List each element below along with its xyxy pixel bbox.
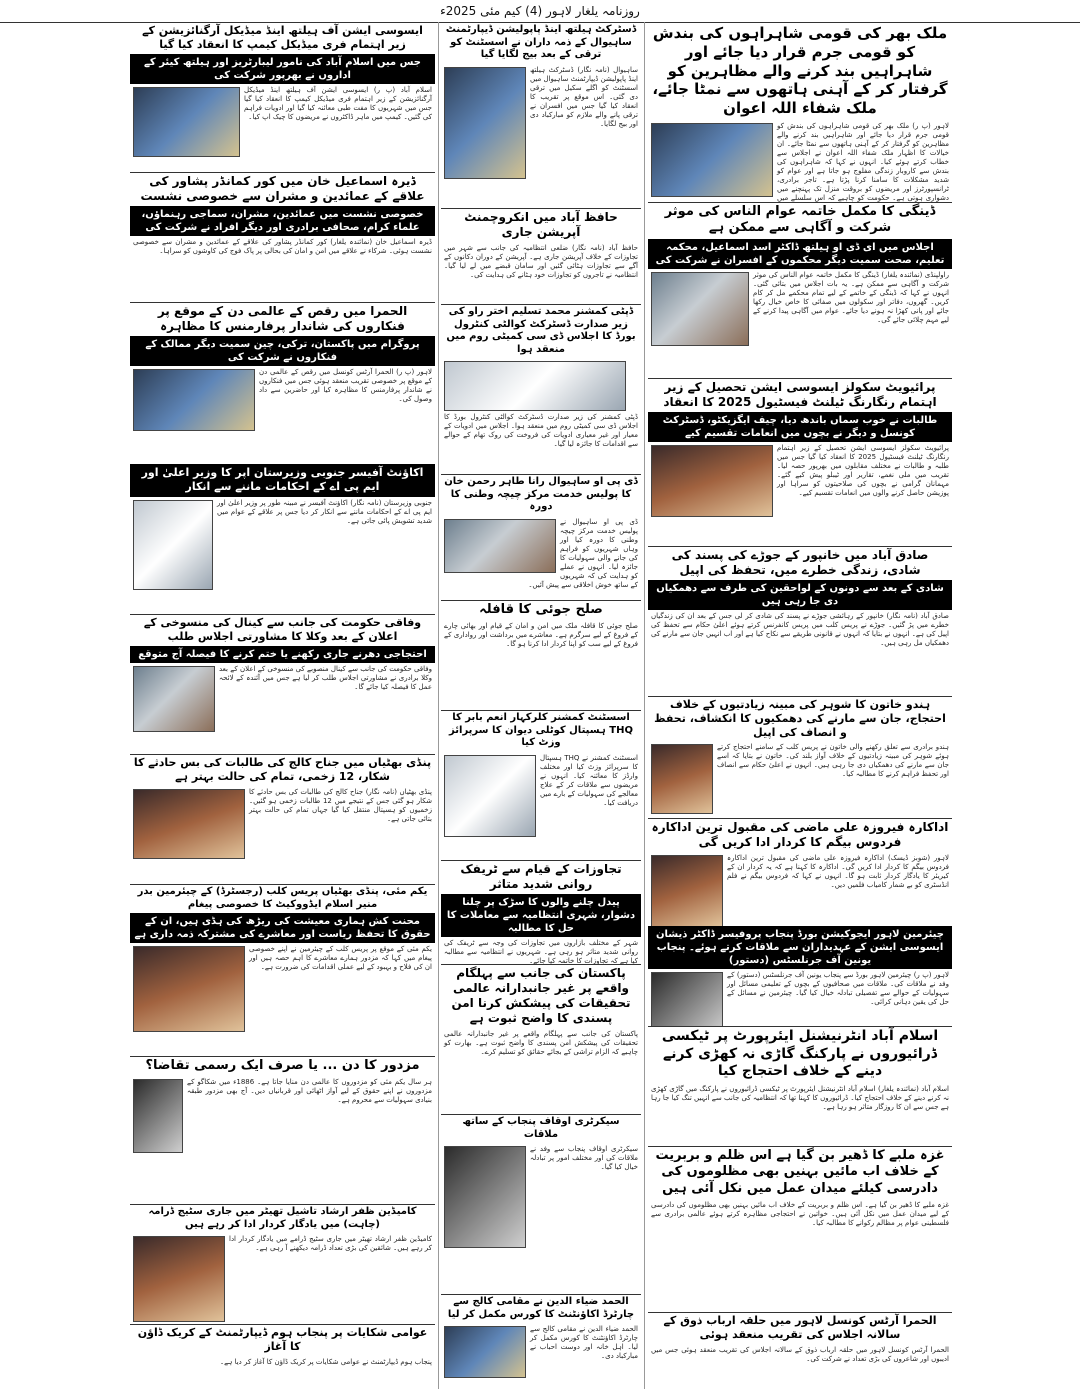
news-story xyxy=(130,464,435,615)
subheadline: پروگرام میں پاکستان، ترکی، چین سمیت دیگر ممالک کے فنکاروں نے شرکت کی xyxy=(130,336,435,366)
article-body: ڈپٹی کمشنر کی زیر صدارت ڈسٹرکٹ کوالٹی کنٹرول بورڈ کا اجلاس ڈی سی کمیٹی روم میں منعقد ہوا۔ اجلاس میں ادویات کے معیار اور غیر معیاری ادویات کی فروخت کی روک تھام کے حوالے سے اقدامات کا جائزہ لیا گیا۔ xyxy=(444,413,638,448)
article-body: یکم مئی کے موقع پر پریس کلب کے چیئرمین نے اپنے خصوصی پیغام میں کہا کہ مزدور ہمارے معاشرے کا اہم حصہ ہیں اور ان کی فلاح و بہبود کے لیے عملی اقدامات کی ضرورت ہے۔ xyxy=(249,945,432,971)
news-photo xyxy=(444,361,626,411)
news-story xyxy=(648,1312,952,1389)
article-body: اسلام آباد (پ ر) ایسوسی ایشن آف ہیلتھ اینڈ میڈیکل آرگنائزیشن کے زیر اہتمام فری میڈیکل کیمپ کا انعقاد کیا گیا جس میں شہریوں کا مفت طبی معائنہ کیا گیا اور ادویات فراہم کی گئیں۔ کیمپ میں ماہر ڈاکٹروں نے مریضوں کا چیک اپ کیا۔ xyxy=(244,85,432,121)
column-middle xyxy=(441,22,641,1389)
headline: کامیڈین ظفر ارشاد تاشیل تھیٹر میں جاری سٹیج ڈرامہ (چاہت) میں یادگار کردار ادا کر رہے ہیں xyxy=(148,1206,417,1230)
headline: صلح جوئی کا قافلہ xyxy=(479,602,603,617)
article-body: راولپنڈی (نمائندہ یلغار) ڈینگی کا مکمل خاتمہ عوام الناس کی موثر شرکت و آگاہی سے ممکن ہے۔ یہ بات اجلاس میں بتائی گئی۔ انہوں نے کہا کہ ڈینگی کے خاتمے کے لیے تمام محکمے مل کر کام کریں۔ گھروں، دفاتر اور سکولوں میں صفائی کا خاص خیال رکھا جائے اور پانی کھڑا نہ ہونے دیا جائے۔ عوام میں آگاہی پیدا کرنے کے لیے مہم چلائی جائے گی۔ xyxy=(753,270,949,324)
headline: پرائیویٹ سکولز ایسوسی ایشن تحصیل کے زیر اہتمام رنگارنگ ٹیلنٹ فیسٹیول 2025 کا انعقاد xyxy=(663,380,937,409)
news-story xyxy=(130,22,435,173)
article-body: ساہیوال (نامہ نگار) ڈسٹرکٹ ہیلتھ اینڈ پاپولیشن ڈیپارٹمنٹ ساہیوال میں اسسٹنٹ کو اگلے سکیل میں ترقی دی گئی۔ اس موقع پر تقریب کا انعقاد کیا گیا جس میں افسران نے ترقی پانے والے ملازم کو مبارکباد دی اور بیج لگایا۔ xyxy=(530,65,638,128)
article-body: پاکستان کی جانب سے پہلگام واقعے پر غیر جانبدارانہ عالمی تحقیقات کی پیشکش امن پسندی کا واضح ثبوت ہے۔ بھارت کو چاہیے کہ الزام تراشی کے بجائے حقائق کو تسلیم کرے۔ xyxy=(444,1030,638,1056)
headline: مزدور کا دن ... یا صرف ایک رسمی تقاضا؟ xyxy=(145,1058,420,1073)
headline: ڈی پی او ساہیوال رانا طاہر رحمن خان کا پولیس خدمت مرکز چیچہ وطنی کا دورہ xyxy=(444,476,638,512)
news-story xyxy=(130,172,435,303)
news-story xyxy=(441,1294,641,1389)
news-story xyxy=(648,22,952,203)
portrait-photo xyxy=(444,1146,526,1248)
article-body: لاہور (شوبز ڈیسک) اداکارہ فیروزہ علی ماضی کی مقبول ترین اداکارہ فردوس بیگم کا کردار ادا کریں گی۔ اداکارہ کا کہنا ہے کہ یہ کردار ان کے کیریئر کا یادگار کردار ثابت ہو گا۔ انہوں نے کہا کہ فردوس بیگم نے فلم انڈسٹری کو بے شمار کامیاب فلمیں دیں۔ xyxy=(727,854,949,889)
subheadline: اجلاس میں ای ڈی او ہیلتھ ڈاکٹر اسد اسماعیل، محکمہ تعلیم، صحت سمیت دیگر محکموں کے افسران نے شرکت کی xyxy=(648,239,952,269)
news-photo xyxy=(444,519,556,573)
article-body: غزہ ملبے کا ڈھیر بن گیا ہے۔ اس ظلم و بربریت کے خلاف اب مائیں بہنیں بھی مظلوموں کی دادرسی کے لیے میدان عمل میں نکل آئی ہیں۔ خواتین نے احتجاجی مظاہرہ کرتے ہوئے عالمی برادری سے فلسطینی عوام پر مظالم رکوانے کا مطالبہ کیا۔ xyxy=(651,1200,949,1227)
news-story xyxy=(441,964,641,1115)
news-story xyxy=(441,208,641,305)
headline: ڈینگی کا مکمل خاتمہ عوام الناس کی موثر شرکت و آگاہی سے ممکن ہے xyxy=(664,204,936,236)
column-divider xyxy=(438,22,439,1389)
article-body: اسسٹنٹ کمشنر نے THQ ہسپتال کا سرپرائز وزٹ کیا اور مختلف وارڈز کا معائنہ کیا۔ انہوں نے مریضوں سے ملاقات کر کے علاج معالجے کی سہولیات کے بارے میں دریافت کیا۔ xyxy=(540,753,638,807)
portrait-photo xyxy=(133,1079,183,1153)
news-story xyxy=(648,378,952,547)
subheadline: محنت کش ہماری معیشت کی ریڑھ کی ہڈی ہیں، ان کے حقوق کا تحفظ ریاست اور معاشرے کی مشترکہ ذمہ داری ہے xyxy=(130,913,435,943)
news-story xyxy=(130,884,435,1057)
article-body: سیکرٹری اوقاف پنجاب سے وفد نے ملاقات کی اور مختلف امور پر تبادلہ خیال کیا گیا۔ xyxy=(530,1145,638,1171)
news-photo xyxy=(444,755,536,837)
news-story xyxy=(130,1204,435,1325)
portrait-photo xyxy=(133,1236,225,1322)
news-photo xyxy=(651,272,749,346)
headline: حافظ آباد میں انکروچمنٹ آپریشن جاری xyxy=(464,210,618,239)
article-body: الحمد ضیاء الدین نے مقامی کالج سے چارٹرڈ اکاؤنٹنٹ کا کورس مکمل کر لیا۔ اہل خانہ اور دوست احباب نے مبارکباد دی۔ xyxy=(530,1325,638,1360)
news-photo xyxy=(133,500,213,590)
headline: ایسوسی ایشن آف ہیلتھ اینڈ میڈیکل آرگنائزیشن کے زیر اہتمام فری میڈیکل کیمپ کا انعقاد کیا گیا xyxy=(142,24,423,51)
news-photo xyxy=(133,666,215,732)
article-body: ڈی پی او ساہیوال نے پولیس خدمت مرکز چیچہ وطنی کا دورہ کیا اور وہاں شہریوں کو فراہم کی جانے والی سہولیات کا جائزہ لیا۔ انہوں نے عملے کو ہدایت کی کہ شہریوں کے ساتھ خوش اخلاقی سے پیش آئیں۔ xyxy=(528,517,638,589)
subheadline: چیئرمین لاہور ایجوکیشن بورڈ پنجاب پروفیسر ڈاکٹر ذیشان ایسوسی ایشن کے عہدیداران سے ملاقات کرتے ہوئے۔ پنجاب یونین آف جرنلسٹس (دستور) xyxy=(648,926,952,969)
headline: سیکرٹری اوقاف پنجاب کے ساتھ ملاقات xyxy=(462,1116,620,1140)
headline: اسسٹنٹ کمشنر کلرکہار انعم بابر کا THQ ہسپتال کوٹلی دیوان کا سرپرائز وزٹ کیا xyxy=(449,712,633,748)
portrait-photo xyxy=(651,855,723,927)
article-body: صلح جوئی کا قافلہ ملک میں امن و امان کے قیام اور بھائی چارے کے فروغ کے لیے سرگرم ہے۔ معاشرے میں برداشت اور رواداری کے فروغ کے لیے سب کو اپنا کردار ادا کرنا ہو گا۔ xyxy=(444,622,638,649)
article-body: شہر کے مختلف بازاروں میں تجاوزات کی وجہ سے ٹریفک کی روانی شدید متاثر ہو رہی ہے۔ شہریوں نے انتظامیہ سے مطالبہ کیا ہے کہ تجاوزات کا خاتمہ کیا جائے۔ xyxy=(444,939,638,965)
article-body: الحمرا آرٹس کونسل لاہور میں حلقہ ارباب ذوق کے سالانہ اجلاس کی تقریب منعقد ہوئی جس میں ادیبوں اور شاعروں کی بڑی تعداد نے شرکت کی۔ xyxy=(651,1345,949,1363)
subheadline: شادی کے بعد سے دونوں کے لواحقین کی طرف سے دھمکیاں دی جا رہی ہیں xyxy=(648,580,952,610)
article-body: لاہور (پ ر) چیئرمین لاہور بورڈ سے پنجاب یونین آف جرنلسٹس (دستور) کے وفد نے ملاقات کی۔ ملاقات میں صحافیوں کے بچوں کے تعلیمی مسائل اور سہولیات کے حوالے سے تفصیلی تبادلہ خیال کیا گیا۔ چیئرمین نے مسائل کے حل کی یقین دہانی کرائی۔ xyxy=(727,971,949,1006)
article-body: پرائیویٹ سکولز ایسوسی ایشن تحصیل کے زیر اہتمام رنگارنگ ٹیلنٹ فیسٹیول 2025 کا انعقاد کیا گیا جس میں طلبہ و طالبات نے مختلف مقابلوں میں بھرپور حصہ لیا۔ تقریب میں ملی نغمے، تقاریر اور ٹیبلو پیش کیے گئے۔ مہمانان گرامی نے بچوں کی صلاحیتوں کو سراہا اور پوزیشن حاصل کرنے والوں میں انعامات تقسیم کیے۔ xyxy=(777,444,950,497)
news-story xyxy=(441,1114,641,1295)
headline: ڈسٹرکٹ ہیلتھ اینڈ پاپولیشن ڈیپارٹمنٹ ساہیوال کے ذمہ داران نے اسسٹنٹ کو ترقی کے بعد بیج لگایا گیا xyxy=(445,24,637,60)
subheadline: پیدل چلنے والوں کا سڑک پر چلنا دشوار، شہری انتظامیہ سے معاملات کا حل کا مطالبہ xyxy=(441,894,641,937)
article-body: ہندو برادری سے تعلق رکھنے والی خاتون نے پریس کلب کے سامنے احتجاج کرتے ہوئے شوہر کی مبینہ زیادتیوں کے خلاف آواز بلند کی۔ خاتون نے بتایا کہ اسے جان سے مارنے کی دھمکیاں دی جا رہی ہیں۔ انہوں نے اعلیٰ حکام سے انصاف اور تحفظ فراہم کرنے کا مطالبہ کیا۔ xyxy=(717,743,949,779)
article-body: حافظ آباد (نامہ نگار) ضلعی انتظامیہ کی جانب سے شہر میں تجاوزات کے خلاف آپریشن جاری ہے۔ آپریشن کے دوران دکانوں کے آگے سے تجاوزات ہٹائی گئیں اور سامان قبضے میں لے لیا گیا۔ انتظامیہ نے تاجروں کو تجاوزات خود ہٹانے کی ہدایت کی۔ xyxy=(444,244,638,279)
article-body: ہر سال یکم مئی کو مزدوروں کا عالمی دن منایا جاتا ہے۔ 1886ء میں شکاگو کے مزدوروں نے اپنے حقوق کے لیے آواز اٹھائی اور قربانیاں دیں۔ آج بھی مزدور طبقہ بنیادی سہولیات سے محروم ہے۔ xyxy=(187,1078,432,1105)
column-divider xyxy=(644,22,645,1389)
headline: یکم مئی، پنڈی بھٹیاں پریس کلب (رجسٹرڈ) کے چیئرمین بدر منیر اسلام ایڈووکیٹ کا خصوصی پیغام xyxy=(137,886,428,910)
masthead: روزنامہ یلغار لاہور (4) کیم مئی 2025ء xyxy=(0,0,1080,23)
column-right xyxy=(648,22,952,1389)
news-photo xyxy=(133,789,245,859)
headline: الحمرا میں رقص کے عالمی دن کے موقع پر فنکاروں کی شاندار پرفارمنس کا مظاہرہ xyxy=(157,304,408,333)
news-story xyxy=(648,1146,952,1313)
subheadline: اکاؤنٹ آفیسر جنوبی وزیرستان اپر کا وزیر اعلیٰ اور ایم پی اے کے احکامات ماننے سے انکار xyxy=(130,464,435,497)
article-body: وفاقی حکومت کی جانب سے کینال منصوبے کی منسوخی کے اعلان کے بعد وکلا برادری نے مشاورتی اجلاس طلب کر لیا ہے جس میں آئندہ کے لائحہ عمل کا فیصلہ کیا جائے گا۔ xyxy=(219,664,432,691)
article-body: کامیڈین ظفر ارشاد تھیٹر میں جاری سٹیج ڈرامے میں یادگار کردار ادا کر رہے ہیں۔ شائقین کی بڑی تعداد ڈرامہ دیکھنے آ رہی ہے۔ xyxy=(229,1235,432,1252)
news-story xyxy=(648,818,952,927)
headline: غزہ ملبے کا ڈھیر بن گیا ہے اس ظلم و بربریت کے خلاف اب مائیں بہنیں بھی مظلوموں کی دادرسی کیلئے میدان عمل میں نکل آئی ہیں xyxy=(655,1148,945,1196)
headline: الحمرا آرٹس کونسل لاہور میں حلقہ ارباب ذوق کے سالانہ اجلاس کی تقریب منعقد ہوئی xyxy=(663,1314,937,1341)
headline: تجاوزات کے قیام سے ٹریفک روانی شدید متاثر xyxy=(460,862,622,891)
article-body: پنڈی بھٹیاں (نامہ نگار) جناح کالج کی طالبات کی بس حادثے کا شکار ہو گئی جس کے نتیجے میں 12 طالبات زخمی ہو گئیں۔ زخمیوں کو ہسپتال منتقل کیا گیا جہاں تمام کی حالت بہتر بتائی جاتی ہے۔ xyxy=(249,787,432,823)
article-body: پنجاب ہوم ڈیپارٹمنٹ نے عوامی شکایات پر کریک ڈاؤن کا آغاز کر دیا ہے۔ xyxy=(220,1357,432,1366)
news-story xyxy=(648,696,952,819)
subheadline: طالبات نے خوب سماں باندھ دیا، چیف ایگزیکٹو، ڈسٹرکٹ کونسل و دیگر نے بچوں میں انعامات تقسیم کیے xyxy=(648,412,952,442)
news-story xyxy=(130,1056,435,1205)
subheadline: احتجاجی دھرنے جاری رکھنے یا ختم کرنے کا فیصلہ آج متوقع xyxy=(130,646,435,663)
news-story xyxy=(441,600,641,711)
headline: اداکارہ فیروزہ علی ماضی کی مقبول ترین اداکارہ فردوس بیگم کا کردار ادا کریں گی xyxy=(651,820,949,849)
article-body: صادق آباد (نامہ نگار) خانپور کے رہائشی جوڑے نے پسند کی شادی کر لی جس کے بعد ان کی زندگیاں خطرے میں پڑ گئیں۔ جوڑے نے پریس کلب میں پریس کانفرنس کرتے ہوئے اعلیٰ حکام سے تحفظ کی اپیل کی ہے۔ انہوں نے بتایا کہ انہوں نے قانونی طریقے سے نکاح کیا ہے اور اب انہیں جان سے مارنے کی دھمکیاں مل رہی ہیں۔ xyxy=(651,612,949,647)
news-photo xyxy=(651,972,723,1027)
news-story xyxy=(648,202,952,379)
news-photo xyxy=(133,369,255,431)
news-photo xyxy=(651,445,773,517)
headline: ڈپٹی کمشنر محمد تسلیم اختر راو کی زیر صدارت ڈسٹرکٹ کوالٹی کنٹرول بورڈ کا اجلاس ڈی سی کمیٹی روم میں منعقد ہوا xyxy=(446,306,636,355)
headline: ملک بھر کی قومی شاہراہوں کی بندش کو قومی جرم قرار دیا جائے اور شاہراہیں بند کرنے والے مظاہرین کو گرفتار کر کے آہنی ہاتھوں سے نمٹا جائے، ملک شفاء اللہ اعوان xyxy=(652,24,948,117)
headline: عوامی شکایات پر پنجاب ہوم ڈیپارٹمنٹ کے کریک ڈاؤن کا آغاز xyxy=(137,1326,428,1353)
news-story xyxy=(648,1026,952,1147)
article-body: جنوبی وزیرستان (نامہ نگار) اکاؤنٹ آفیسر نے مبینہ طور پر وزیر اعلیٰ اور ایم پی اے کے احکامات ماننے سے انکار کر دیا جس پر علاقے کے عوام میں شدید تشویش پائی جاتی ہے۔ xyxy=(217,498,432,525)
headline: ڈیرہ اسماعیل خان میں کور کمانڈر پشاور کی علاقے کے عمائدین و مشران سے خصوصی نشست xyxy=(140,174,425,203)
column-left xyxy=(130,22,435,1389)
headline: اسلام آباد انٹرنیشنل ایئرپورٹ پر ٹیکسی ڈرائیوروں نے پارکنگ گاڑی نہ کھڑی کرنے دینے کے خلاف احتجاج کیا xyxy=(661,1028,939,1079)
headline: صادق آباد میں خانپور کے جوڑے کی پسند کی شادی، زندگی خطرے میں، تحفظ کی اپیل xyxy=(671,548,929,577)
headline: وفاقی حکومت کی جانب سے کینال کی منسوخی کے اعلان کے بعد وکلا کا مشاورتی اجلاس طلب xyxy=(143,616,422,643)
news-story xyxy=(648,546,952,697)
article-body: لاہور (پ ر) الحمرا آرٹس کونسل میں رقص کے عالمی دن کے موقع پر خصوصی تقریب منعقد ہوئی جس میں فنکاروں نے شاندار پرفارمنس کا مظاہرہ کیا اور حاضرین سے داد وصول کی۔ xyxy=(259,368,432,403)
news-story xyxy=(441,22,641,209)
article-body: لاہور (پ ر) ملک بھر کی قومی شاہراہوں کی بندش کو قومی جرم قرار دیا جائے اور شاہراہیں بند کرنے والے مظاہرین کو گرفتار کر کے آہنی ہاتھوں سے نمٹا جائے۔ ان خیالات کا اظہار ملک شفاء اللہ اعوان نے اجلاس سے خطاب کرتے ہوئے کیا۔ انہوں نے کہا کہ شاہراہوں کی بندش سے کاروبار زندگی مفلوج ہو جاتا ہے اور عوام کو شدید مشکلات کا سامنا کرنا پڑتا ہے۔ تاجر برادری، ٹرانسپورٹرز اور مریضوں کو بروقت منزل تک پہنچنے میں دشواری ہوتی ہے۔ حکومت کو چاہیے کہ اس سلسلے میں xyxy=(777,121,949,202)
subheadline: جس میں اسلام آباد کی نامور لیبارٹریز اور ہیلتھ کیئر کے اداروں نے بھرپور شرکت کی xyxy=(130,54,435,84)
news-story xyxy=(441,860,641,965)
news-story xyxy=(441,304,641,475)
article-body: اسلام آباد (نمائندہ یلغار) اسلام آباد انٹرنیشنل ایئرپورٹ پر ٹیکسی ڈرائیوروں نے پارکنگ میں گاڑی کھڑی نہ کرنے دینے کے خلاف احتجاج کیا۔ ڈرائیوروں کا کہنا تھا کہ انتظامیہ کی جانب سے انہیں تنگ کیا جا رہا ہے جس سے ان کا روزگار متاثر ہو رہا ہے۔ xyxy=(651,1084,949,1111)
subheadline: خصوصی نشست میں عمائدین، مشران، سماجی رہنماؤں، علماء کرام، صحافی برادری اور دیگر افراد نے شرکت کی xyxy=(130,206,435,236)
article-body: ڈیرہ اسماعیل خان (نمائندہ یلغار) کور کمانڈر پشاور کی علاقے کے عمائدین و مشران سے خصوصی نشست ہوئی۔ شرکاء نے علاقے میں امن و امان کی بحالی پر پاک فوج کی کاوشوں کو سراہا۔ xyxy=(133,238,432,255)
news-story xyxy=(441,474,641,601)
headline: پنڈی بھٹیاں میں جناح کالج کی طالبات کی بس حادثے کا شکار، 12 زخمی، تمام کی حالت بہتر ہے xyxy=(133,756,432,783)
news-photo xyxy=(133,946,245,1032)
news-story xyxy=(130,1324,435,1389)
news-story xyxy=(130,614,435,755)
news-story xyxy=(130,302,435,465)
news-photo xyxy=(651,123,773,197)
headline: پاکستان کی جانب سے پہلگام واقعے پر غیر جانبدارانہ عالمی تحقیقات کی پیشکش کرنا امن پسندی کا واضح ثبوت ہے xyxy=(451,966,631,1025)
news-story xyxy=(441,710,641,861)
portrait-photo xyxy=(651,744,713,814)
headline: الحمد ضیاء الدین نے مقامی کالج سے چارٹرڈ اکاؤنٹنٹ کا کورس مکمل کر لیا xyxy=(447,1296,635,1320)
news-photo xyxy=(444,67,526,179)
news-story xyxy=(648,926,952,1027)
headline: ہندو خاتون کا شوہر کی مبینہ زیادتیوں کے خلاف احتجاج، جان سے مارنے کی دھمکیوں کا انکشاف، تحفظ و انصاف کی اپیل xyxy=(654,698,946,739)
news-photo xyxy=(133,87,240,157)
news-photo xyxy=(444,1326,526,1378)
news-story xyxy=(130,754,435,885)
